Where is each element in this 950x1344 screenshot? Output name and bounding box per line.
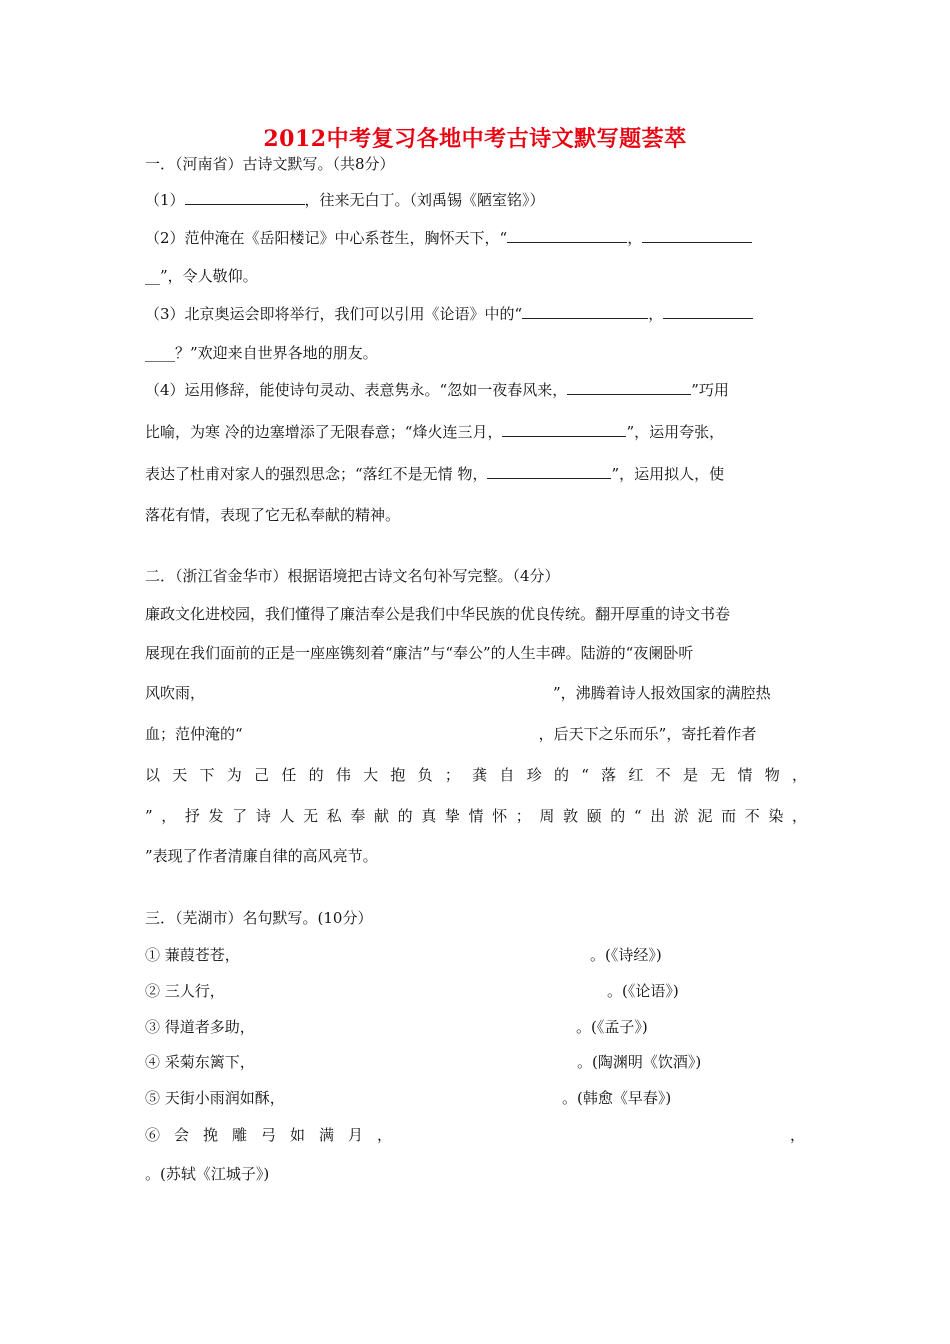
- answer-blank: [185, 203, 305, 205]
- section-1-heading: 一．（河南省）古诗文默写。（共8分）: [145, 155, 395, 173]
- section-2-heading: 二．（浙江省金华市）根据语境把古诗文名句补写完整。（4分）: [145, 567, 560, 585]
- section-2-para-line: ”表现了作者清廉自律的高风亮节。: [145, 847, 378, 865]
- page-title: 2012中考复习各地中考古诗文默写题荟萃: [263, 126, 687, 152]
- section-2-para-line: 血；范仲淹的“ ，后天下之乐而乐”，寄托着作者: [145, 725, 757, 743]
- answer-blank: [567, 393, 691, 395]
- section-2-para-line: 展现在我们面前的正是一座座镌刻着“廉洁”与“奉公”的人生丰碑。陆游的“夜阑卧听: [145, 644, 694, 662]
- section-2-para-line: 风吹雨， ”，沸腾着诗人报效国家的满腔热: [145, 684, 771, 702]
- section-2-para-line: ”，抒发了诗人无私奉献的真挚情怀；周敦颐的“出淤泥而不染，: [145, 807, 807, 825]
- question-1-3: （3）北京奥运会即将举行，我们可以引用《论语》中的“ ，: [145, 303, 807, 324]
- question-1-4-line-3: 表达了杜甫对家人的强烈思念；“落红不是无情 物， ”，运用拟人，使: [145, 465, 725, 483]
- answer-blank: [507, 241, 627, 243]
- recitation-item-cont: 。(苏轼《江城子》): [145, 1165, 270, 1183]
- answer-blank: [642, 241, 752, 243]
- recitation-item: ⑤ 天街小雨润如酥， 。(韩愈《早春》): [145, 1089, 672, 1107]
- recitation-item: ② 三人行， 。(《论语》): [145, 982, 679, 1000]
- question-1-2: （2）范仲淹在《岳阳楼记》中心系苍生，胸怀天下，“ ，: [145, 227, 807, 248]
- question-1-3-cont: ____？”欢迎来自世界各地的朋友。: [145, 344, 378, 362]
- answer-blank: [487, 477, 611, 479]
- question-1-4-line-4: 落花有情，表现了它无私奉献的精神。: [145, 506, 401, 524]
- question-1-4-line-2: 比喻，为寒 冷的边塞增添了无限春意；“烽火连三月， ”，运用夸张，: [145, 423, 725, 441]
- recitation-item: ① 蒹葭苍苍， 。(《诗经》): [145, 946, 662, 964]
- question-1-1: （1） ，往来无白丁。（刘禹锡《陋室铭》）: [145, 191, 545, 209]
- section-3-heading: 三．（芜湖市）名句默写。(10分）: [145, 909, 373, 927]
- recitation-item: ④ 采菊东篱下， 。(陶渊明《饮酒》): [145, 1053, 702, 1071]
- section-2-para-line: 以天下为己任的伟大抱负；龚自珍的“落红不是无情物，: [145, 766, 807, 784]
- answer-blank: [502, 435, 626, 437]
- recitation-item: ⑥会挽雕弓如满月， ，: [145, 1126, 806, 1144]
- question-1-4-line-1: （4）运用修辞，能使诗句灵动、表意隽永。“忽如一夜春风来， ”巧用: [145, 381, 729, 399]
- question-1-2-cont: __”，令人敬仰。: [145, 267, 258, 285]
- answer-blank: [522, 317, 648, 319]
- answer-blank: [663, 317, 753, 319]
- section-2-para-line: 廉政文化进校园，我们懂得了廉洁奉公是我们中华民族的优良传统。翻开厚重的诗文书卷: [145, 605, 731, 623]
- recitation-item: ③ 得道者多助， 。(《孟子》): [145, 1018, 648, 1036]
